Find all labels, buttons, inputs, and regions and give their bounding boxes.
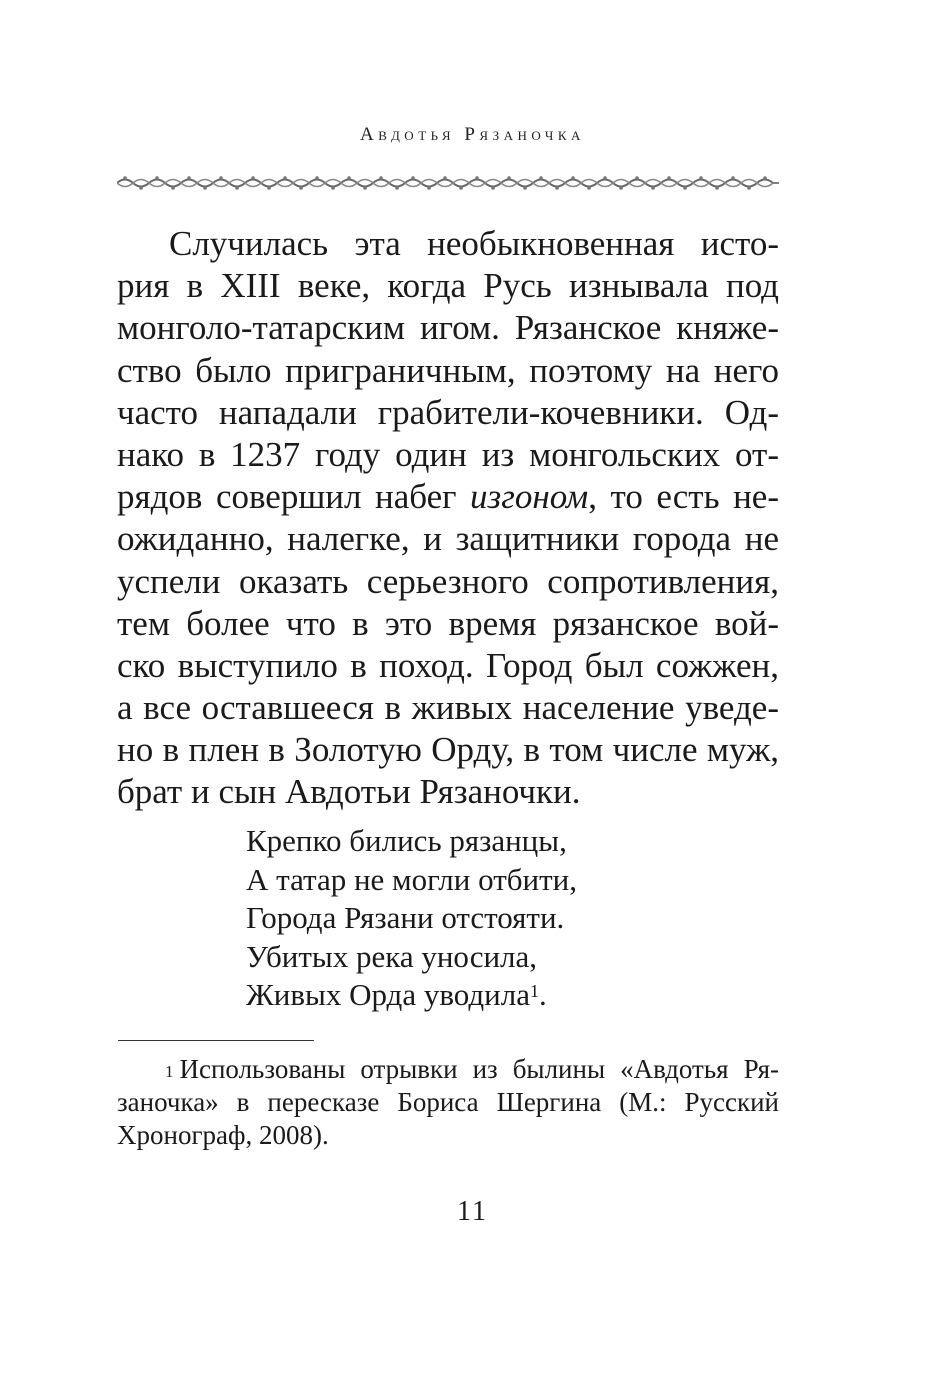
poem-line	[246, 976, 577, 1015]
poem-line: А татар не могли отбити,	[246, 861, 578, 897]
footnote-line	[117, 1053, 779, 1086]
paragraph-line: Случилась эта необыкновенная исто-	[169, 224, 779, 263]
paragraph-line: тем более что в это время рязанское вой-	[117, 603, 779, 643]
footnote-line-text: Использованы отрывки из былины «Авдотья Ря-	[179, 1054, 779, 1084]
footnote-line: Хронограф, 2008).	[117, 1120, 329, 1150]
poem-line-text: Живых Орда уводила	[246, 977, 530, 1012]
italic-term: изгоном	[470, 477, 589, 517]
running-head: Авдотья Рязаночка	[360, 124, 585, 145]
poem-line: Крепко бились рязанцы,	[246, 823, 567, 858]
page-number: 11	[457, 1196, 488, 1227]
paragraph-line: а все оставшееся в живых население уведе-	[117, 688, 779, 728]
paragraph-line-start: рядов совершил набег	[117, 477, 471, 517]
paragraph-line: брат и сын Авдотьи Рязаночки.	[117, 772, 581, 812]
wavy-floral-vine-divider-icon	[117, 173, 779, 193]
paragraph-line: но в плен в Золотую Орду, в том числе муж,	[117, 730, 779, 770]
poem-trailing-punct: .	[538, 977, 547, 1012]
footnote	[117, 1053, 779, 1152]
main-paragraph	[117, 223, 779, 814]
poem-line: Города Рязани отстояти.	[246, 900, 565, 935]
paragraph-line: монголо-татарским игом. Рязанское княже-	[117, 308, 779, 348]
paragraph-line: ство было приграничным, поэтому на него	[117, 350, 779, 390]
footnote-divider	[118, 1040, 314, 1041]
paragraph-line: рия в XIII веке, когда Русь изнывала под	[117, 266, 779, 306]
poem-stanza	[246, 822, 577, 1015]
paragraph-line: успели оказать серьезного сопротивления,	[117, 561, 779, 601]
paragraph-line: часто нападали грабители-кочевники. Од-	[117, 392, 779, 432]
paragraph-line: нако в 1237 году один из монгольских от-	[117, 434, 779, 474]
footnote-mark: 1	[165, 1062, 174, 1081]
paragraph-line: ско выступило в поход. Город был сожжен,	[117, 645, 779, 685]
paragraph-line: ожиданно, налегке, и защитники города не	[117, 519, 779, 559]
paragraph-line-end: , то есть не-	[588, 477, 779, 517]
footnote-line: заночка» в пересказе Бориса Шергина (М.: Русский	[117, 1087, 779, 1117]
footnote-reference[interactable]: 1	[529, 981, 539, 1001]
poem-line: Убитых река уносила,	[246, 938, 538, 974]
paragraph-line	[117, 476, 779, 518]
